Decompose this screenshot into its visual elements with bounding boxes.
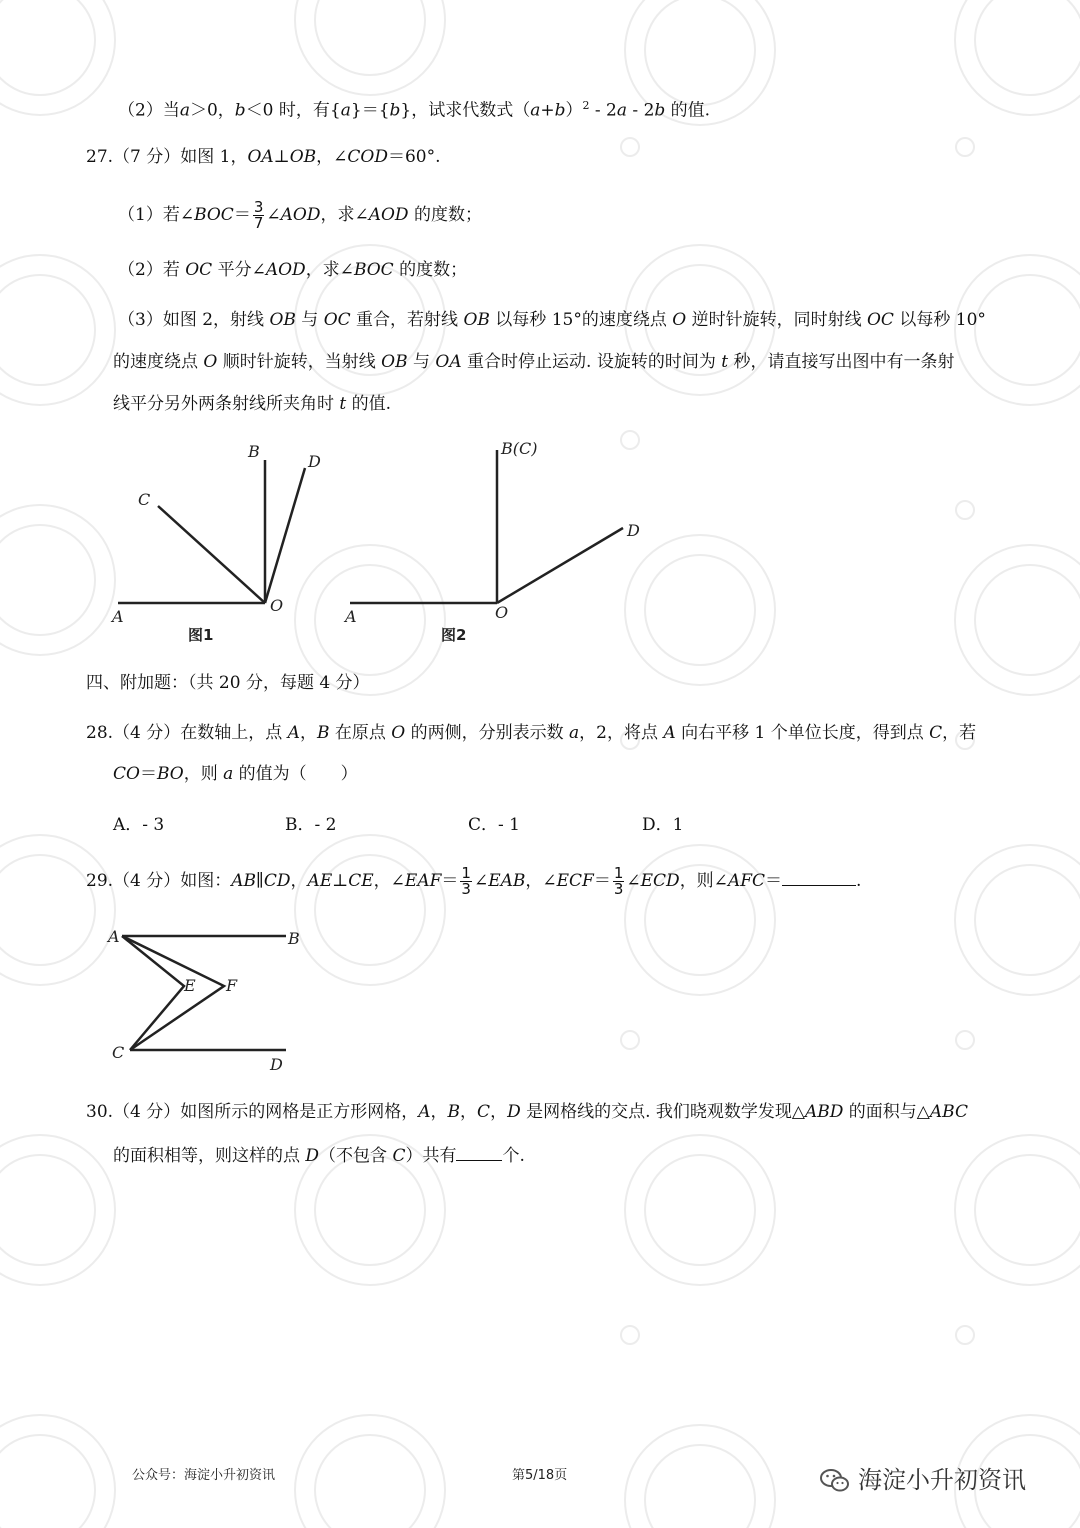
brand-mark bbox=[820, 1460, 1026, 1495]
figure2-caption: 图2 bbox=[441, 626, 467, 644]
label-E: E bbox=[184, 976, 196, 995]
q27-part3-line2: 的速度绕点 O 顺时针旋转，当射线 OB 与 OA 重合时停止运动. 设旋转的时间为 t 秒，请直接写出图中有一条射 bbox=[113, 352, 955, 372]
brand-name: 海淀小升初资讯 bbox=[858, 1466, 1026, 1494]
q29-stem: 29.（4 分）如图：AB∥CD，AE⊥CE，∠EAF＝ $\frac{1}{3}$ ∠EAB，∠ECF＝ $\frac{1}{3}$ ∠ECD，则∠AFC＝ . bbox=[86, 864, 862, 898]
q27-figure1 bbox=[100, 430, 340, 655]
label-A: A bbox=[112, 607, 124, 626]
q27-part2: （2）若 OC 平分∠AOD，求∠BOC 的度数； bbox=[118, 260, 468, 280]
q27-part3-line1: （3）如图 2，射线 OB 与 OC 重合，若射线 OB 以每秒 15°的速度绕点 O 逆时针旋转，同时射线 OC 以每秒 10° bbox=[118, 310, 986, 330]
label-O: O bbox=[270, 596, 284, 615]
label-C: C bbox=[138, 490, 151, 509]
label-B: B bbox=[248, 442, 260, 461]
q27-stem: 27.（7 分）如图 1，OA⊥OB，∠COD＝60°. bbox=[86, 147, 441, 167]
section4-title: 四、附加题：（共 20 分，每题 4 分） bbox=[86, 673, 370, 693]
q27-part1: （1）若∠BOC＝ $\frac{3}{7}$ ∠AOD，求∠AOD 的度数； bbox=[118, 198, 482, 232]
q28-option-c: C．- 1 bbox=[468, 815, 520, 835]
q30-line2: 的面积相等，则这样的点 D（不包含 C）共有 个. bbox=[113, 1142, 525, 1168]
label-F: F bbox=[226, 976, 238, 995]
q28-line2: CO＝BO，则 a 的值为（ ） bbox=[113, 764, 358, 784]
label-A: A bbox=[345, 607, 357, 626]
label-B: B bbox=[288, 929, 300, 948]
label-C: C bbox=[112, 1043, 125, 1062]
footer-page-number: 第5/18页 bbox=[512, 1468, 568, 1483]
answer-blank bbox=[782, 867, 856, 886]
q28-option-a: A．- 3 bbox=[113, 815, 165, 835]
q26-part2: （2）当a＞0，b＜0 时，有{a}＝{b}，试求代数式$(a+b)^2 - 2a - 2b$ 的值. bbox=[118, 99, 711, 121]
footer-account: 公众号：海淀小升初资讯 bbox=[132, 1468, 276, 1483]
fraction-3-7: $\frac{3}{7}$ bbox=[253, 198, 264, 232]
wechat-icon bbox=[820, 1468, 850, 1494]
label-BC: B(C) bbox=[501, 439, 538, 458]
q29-figure bbox=[100, 920, 310, 1080]
ray-OD bbox=[497, 528, 623, 603]
fraction-1-3: $\frac{1}{3}$ bbox=[613, 864, 624, 898]
q28-option-b: B．- 2 bbox=[285, 815, 337, 835]
ray-OD bbox=[265, 468, 305, 603]
label-D: D bbox=[270, 1055, 283, 1074]
label-D: D bbox=[627, 521, 640, 540]
ray-OC bbox=[158, 506, 265, 603]
path-AFC bbox=[122, 936, 224, 1050]
label-A: A bbox=[108, 927, 120, 946]
q28-line1: 28.（4 分）在数轴上，点 A，B 在原点 O 的两侧，分别表示数 a，2，将点 A 向右平移 1 个单位长度，得到点 C，若 bbox=[86, 723, 977, 743]
q27-part3-line3: 线平分另外两条射线所夹角时 t 的值. bbox=[113, 394, 392, 414]
answer-blank bbox=[456, 1142, 502, 1161]
label-O: O bbox=[495, 603, 509, 622]
q27-figure2 bbox=[335, 430, 655, 655]
q30-line1: 30.（4 分）如图所示的网格是正方形网格，A，B，C，D 是网格线的交点. 我们晓观数学发现△ABD 的面积与△ABC bbox=[86, 1102, 968, 1122]
q28-option-d: D．1 bbox=[642, 815, 684, 835]
figure1-caption: 图1 bbox=[188, 626, 214, 644]
fraction-1-3: $\frac{1}{3}$ bbox=[461, 864, 471, 898]
label-D: D bbox=[308, 452, 321, 471]
